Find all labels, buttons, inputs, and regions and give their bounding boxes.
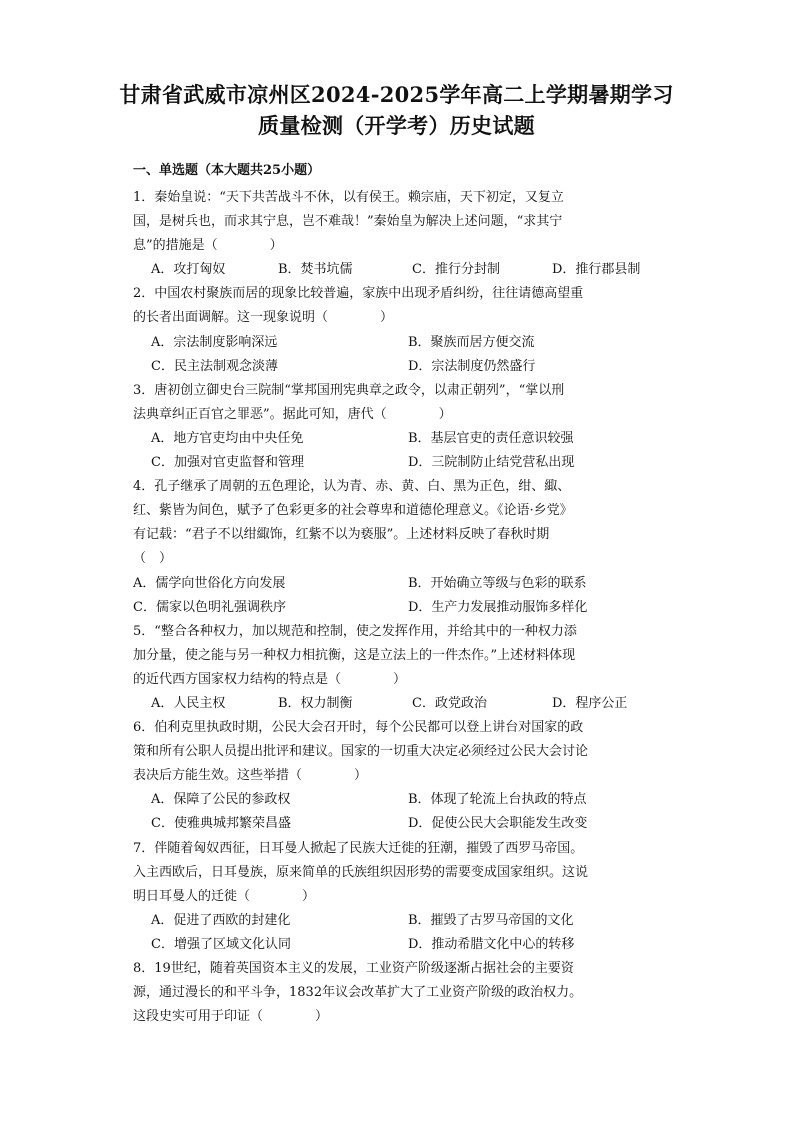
question-text-line: 5．“整合各种权力，加以规范和控制，使之发挥作用，并给其中的一种权力添 (133, 623, 577, 639)
question-1 (133, 186, 663, 282)
option-a: A．促进了西欧的封建化 (151, 912, 291, 928)
question-text-line: 6．伯利克里执政时期，公民大会召开时，每个公民都可以登上讲台对国家的政 (133, 720, 584, 736)
option-c: C．增强了区域文化认同 (151, 936, 291, 952)
option-b: B．聚族而居方便交流 (408, 334, 535, 350)
option-a: A．地方官吏均由中央任免 (151, 430, 304, 446)
question-5 (133, 620, 663, 716)
question-text-line: 这段史实可用于印证（ ） (133, 1009, 329, 1025)
option-d: D．三院制防止结党营私出现 (408, 455, 575, 471)
exam-title-line-1: 甘肃省武威市凉州区2024-2025学年高二上学期暑期学习 (119, 82, 674, 107)
option-b: B．体现了轮流上台执政的特点 (408, 792, 587, 808)
question-text-line: 表决后方能生效。这些举措（ ） (133, 768, 368, 784)
option-d: D．宗法制度仍然盛行 (408, 358, 536, 374)
question-text-line: 息”的措施是（ ） (133, 238, 283, 254)
option-c: C．民主法制观念淡薄 (151, 358, 278, 374)
option-c: C．儒家以色明礼强调秩序 (133, 599, 286, 615)
section-heading: 一、单选题（本大题共25小题） (133, 163, 321, 178)
answer-options (133, 909, 663, 957)
option-a: A．儒学向世俗化方向发展 (133, 575, 286, 591)
option-a: A．宗法制度影响深远 (151, 334, 278, 350)
question-text-line: 7．伴随着匈奴西征，日耳曼人掀起了民族大迁徙的狂潮，摧毁了西罗马帝国。 (133, 840, 584, 856)
option-a: A．人民主权 (151, 695, 226, 711)
question-text-line: 有记载：“君子不以绀緅饰，红紫不以为亵服”。上述材料反映了春秋时期 (133, 527, 550, 543)
answer-options (133, 788, 663, 836)
option-d: D．程序公正 (552, 695, 628, 711)
question-text-line: 策和所有公职人员提出批评和建议。国家的一切重大决定必须经过公民大会讨论 (133, 744, 589, 760)
option-a: A．保障了公民的参政权 (151, 792, 291, 808)
question-6 (133, 716, 663, 836)
option-d: D．推动希腊文化中心的转移 (408, 936, 575, 952)
option-d: D．推行郡县制 (552, 262, 641, 278)
answer-options (133, 427, 663, 475)
question-text-line: 8．19世纪，随着英国资本主义的发展，工业资产阶级逐渐占据社会的主要资 (133, 961, 574, 976)
answer-options (133, 572, 663, 620)
option-c: C．使雅典城邦繁荣昌盛 (151, 816, 291, 832)
answer-options (133, 692, 663, 716)
question-text-line: 加分量，使之能与另一种权力相抗衡，这是立法上的一件杰作。”上述材料体现 (133, 647, 576, 663)
question-7 (133, 837, 663, 957)
option-d: D．生产力发展推动服饰多样化 (408, 599, 588, 615)
option-b: B．基层官吏的责任意识较强 (408, 430, 574, 446)
question-2 (133, 282, 663, 378)
option-b: B．权力制衡 (278, 695, 353, 711)
question-text-line: 3．唐初创立御史台三院制“掌邦国刑宪典章之政令，以肃正朝列”，“掌以刑 (133, 382, 565, 398)
question-text-line: 4．孔子继承了周朝的五色理论，认为青、赤、黄、白、黑为正色，绀、緅、 (133, 479, 571, 495)
question-4 (133, 475, 663, 620)
option-c: C．加强对官吏监督和管理 (151, 455, 304, 471)
question-text-line: （ ） (133, 551, 173, 567)
question-text-line: 源，通过漫长的和平斗争，1832年议会改革扩大了工业资产阶级的政治权力。 (133, 985, 583, 1001)
question-list (133, 186, 663, 1029)
question-8 (133, 957, 663, 1029)
answer-options (133, 331, 663, 379)
option-b: B．摧毁了古罗马帝国的文化 (408, 912, 574, 928)
question-text-line: 的近代西方国家权力结构的特点是（ ） (133, 671, 407, 687)
question-text-line: 的长者出面调解。这一现象说明（ ） (133, 310, 394, 326)
option-c: C．推行分封制 (412, 262, 500, 278)
question-text-line: 2．中国农村聚族而居的现象比较普遍，家族中出现矛盾纠纷，往往请德高望重 (133, 286, 584, 302)
question-text-line: 红、紫皆为间色，赋予了色彩更多的社会尊卑和道德伦理意义。《论语·乡党》 (133, 503, 573, 519)
option-b: B．焚书坑儒 (278, 262, 353, 278)
question-text-line: 明日耳曼人的迁徙（ ） (133, 888, 316, 904)
answer-options (133, 258, 663, 282)
question-text-line: 入主西欧后，日耳曼族，原来简单的氏族组织因形势的需要变成国家组织。这说 (133, 864, 589, 880)
option-a: A．攻打匈奴 (151, 262, 226, 278)
question-text-line: 法典章纠正百官之罪恶”。据此可知，唐代（ ） (133, 406, 452, 422)
exam-title-line-2: 质量检测（开学考）历史试题 (258, 113, 535, 138)
option-d: D．促使公民大会职能发生改变 (408, 816, 588, 832)
question-text-line: 1．秦始皇说：“天下共苦战斗不休，以有侯王。赖宗庙，天下初定，又复立 (133, 190, 564, 205)
question-text-line: 国，是树兵也，而求其宁息，岂不难哉！”秦始皇为解决上述问题，“求其宁 (133, 214, 563, 230)
option-c: C．政党政治 (412, 695, 487, 711)
question-3 (133, 379, 663, 475)
option-b: B．开始确立等级与色彩的联系 (408, 575, 587, 591)
